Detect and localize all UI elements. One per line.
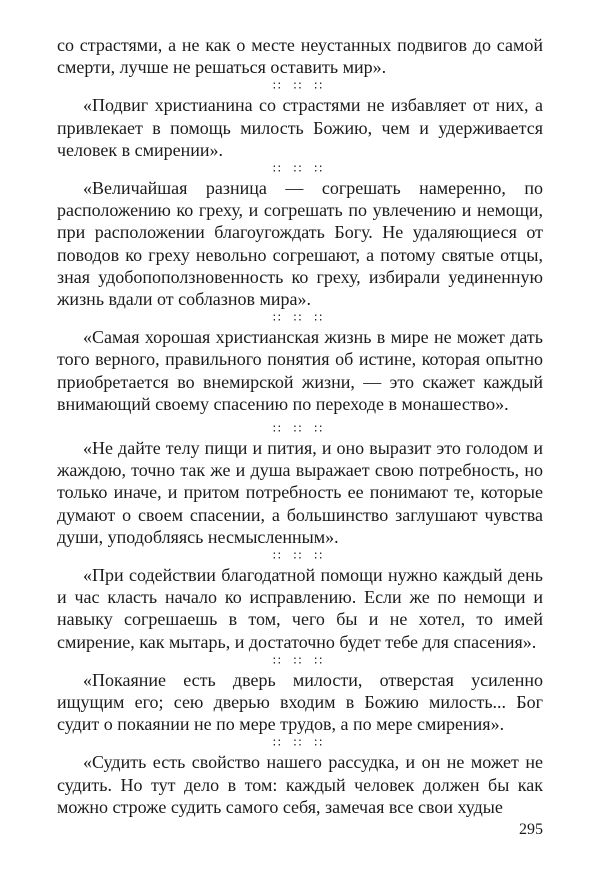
paragraph-5: «Не дайте телу пищи и пития, и оно выразит это голодом и жаждою, точно так же и душа выражает свою потребность, но только иначе, и притом потребность ее понимают те, которые думают о своем спасении, а большинство заглушают чувства души, уподобляясь несмысленным». (57, 438, 543, 547)
separator-5: ∷ ∷ ∷ (273, 549, 327, 564)
separator-7: ∷ ∷ ∷ (273, 736, 327, 751)
paragraph-8: «Судить есть свойство нашего рассудка, и он не может не судить. Но тут дело в том: каждый человек должен бы как можно строже судить самого себя, замечая все свои худые (57, 752, 543, 817)
page-text (57, 34, 543, 818)
paragraph-4: «Самая хорошая христианская жизнь в мире не может дать того верного, правильного понятия об истине, которая опытно приобретается во внемирской жизни, — это скажет каждый внимающий своему спасению по переходе в монашество». (57, 327, 543, 414)
paragraph-3: «Величайшая разница — согрешать намеренно, по расположению ко греху, и согрешать по увлечению и немощи, при расположении благоугождать Богу. Не удаляющиеся от поводов ко греху невольно согрешают, а потому святые отцы, зная удобопоползновенность ко греху, избирали уединенную жизнь вдали от соблазнов мира». (57, 178, 543, 310)
separator-6: ∷ ∷ ∷ (273, 653, 327, 668)
paragraph-2: «Подвиг христианина со страстями не избавляет от них, а привлекает в помощь милость Божию, чем и удерживается человек в смирении». (57, 95, 543, 160)
page-number: 295 (519, 821, 543, 838)
separator-2: ∷ ∷ ∷ (273, 162, 327, 177)
separator-3: ∷ ∷ ∷ (273, 311, 327, 326)
paragraph-6: «При содействии благодатной помощи нужно каждый день и час класть начало ко исправлению. Если же по немощи и навыку согрешаешь в том, чего бы и не хотел, то имей смирение, как мытарь, и достаточно будет тебе для спасения». (57, 565, 543, 652)
separator-4: ∷ ∷ ∷ (273, 422, 327, 437)
separator-1: ∷ ∷ ∷ (273, 79, 327, 94)
paragraph-1: со страстями, а не как о месте неустанных подвигов до самой смерти, лучше не решаться оставить мир». (57, 35, 543, 78)
paragraph-7: «Покаяние есть дверь милости, отверстая усиленно ищущим его; сею дверью входим в Божию милость... Бог судит о покаянии не по мере трудов, а по мере смирения». (57, 669, 543, 735)
